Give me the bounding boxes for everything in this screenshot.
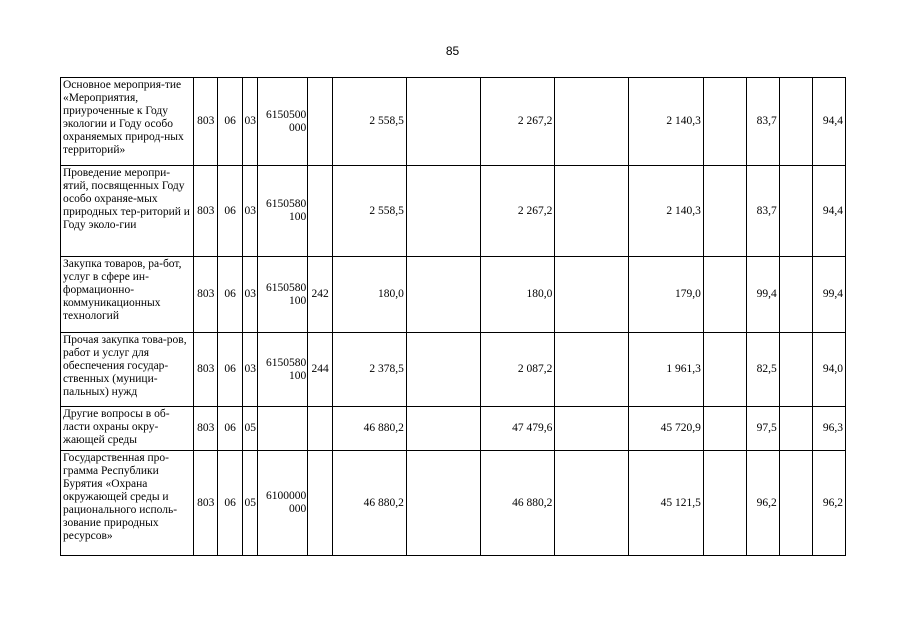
- vr-code: [308, 451, 333, 556]
- value-plan: 2 378,5: [333, 333, 407, 407]
- value-refined: 47 479,6: [480, 407, 555, 451]
- csr-code: [258, 407, 308, 451]
- csr-code: 6150580 100: [258, 166, 308, 257]
- table-row: [61, 451, 846, 556]
- value-plan: 2 558,5: [333, 166, 407, 257]
- csr-code: 6150500 000: [258, 78, 308, 166]
- table-row: [61, 166, 846, 257]
- budget-table: [60, 77, 846, 556]
- ved-code: 803: [194, 78, 218, 166]
- rz-code: 06: [218, 407, 243, 451]
- percent-plan: 99,4: [747, 257, 780, 333]
- value-refined: 2 267,2: [480, 78, 555, 166]
- vr-code: [308, 166, 333, 257]
- csr-code: 6100000 000: [258, 451, 308, 556]
- pr-code: 03: [243, 257, 258, 333]
- row-name: Проведение меропри-ятий, посвященных Году особо охраняе-мых природных тер-риторий и Году эколо-гии: [61, 166, 194, 257]
- table-row: [61, 407, 846, 451]
- row-name: Другие вопросы в об-ласти охраны окру-жающей среды: [61, 407, 194, 451]
- csr-code: 6150580 100: [258, 333, 308, 407]
- rz-code: 06: [218, 166, 243, 257]
- value-actual: 45 121,5: [629, 451, 704, 556]
- page-number: 85: [445, 44, 460, 58]
- percent-refined: 99,4: [813, 257, 846, 333]
- percent-plan: 82,5: [747, 333, 780, 407]
- percent-refined: 96,3: [813, 407, 846, 451]
- rz-code: 06: [218, 257, 243, 333]
- value-actual: 179,0: [629, 257, 704, 333]
- value-plan: 46 880,2: [333, 451, 407, 556]
- row-name: Государственная про-грамма Республики Бурятия «Охрана окружающей среды и рационального исполь-зование природных ресурсов»: [61, 451, 194, 556]
- ved-code: 803: [194, 166, 218, 257]
- percent-refined: 94,4: [813, 78, 846, 166]
- row-name: Основное мероприя-тие «Мероприятия, приуроченные к Году экологии и Году особо охраняемых природ-ных территорий»: [61, 78, 194, 166]
- value-refined: 2 087,2: [480, 333, 555, 407]
- rz-code: 06: [218, 78, 243, 166]
- percent-refined: 94,4: [813, 166, 846, 257]
- row-name: Закупка товаров, ра-бот, услуг в сфере ин-формационно-коммуникационных технологий: [61, 257, 194, 333]
- ved-code: 803: [194, 451, 218, 556]
- value-plan: 2 558,5: [333, 78, 407, 166]
- row-name: Прочая закупка това-ров, работ и услуг для обеспечения государ-ственных (муници-пальных) нужд: [61, 333, 194, 407]
- value-refined: 180,0: [480, 257, 555, 333]
- value-refined: 2 267,2: [480, 166, 555, 257]
- value-actual: 2 140,3: [629, 78, 704, 166]
- vr-code: 242: [308, 257, 333, 333]
- pr-code: 03: [243, 78, 258, 166]
- vr-code: [308, 78, 333, 166]
- table-row: [61, 78, 846, 166]
- rz-code: 06: [218, 333, 243, 407]
- percent-refined: 96,2: [813, 451, 846, 556]
- ved-code: 803: [194, 257, 218, 333]
- table-row: [61, 257, 846, 333]
- value-plan: 46 880,2: [333, 407, 407, 451]
- ved-code: 803: [194, 333, 218, 407]
- value-actual: 45 720,9: [629, 407, 704, 451]
- percent-plan: 83,7: [747, 166, 780, 257]
- pr-code: 03: [243, 166, 258, 257]
- percent-plan: 96,2: [747, 451, 780, 556]
- ved-code: 803: [194, 407, 218, 451]
- value-refined: 46 880,2: [480, 451, 555, 556]
- pr-code: 05: [243, 451, 258, 556]
- value-actual: 1 961,3: [629, 333, 704, 407]
- pr-code: 05: [243, 407, 258, 451]
- rz-code: 06: [218, 451, 243, 556]
- value-actual: 2 140,3: [629, 166, 704, 257]
- vr-code: [308, 407, 333, 451]
- percent-plan: 97,5: [747, 407, 780, 451]
- table-row: [61, 333, 846, 407]
- percent-plan: 83,7: [747, 78, 780, 166]
- pr-code: 03: [243, 333, 258, 407]
- vr-code: 244: [308, 333, 333, 407]
- percent-refined: 94,0: [813, 333, 846, 407]
- csr-code: 6150580 100: [258, 257, 308, 333]
- value-plan: 180,0: [333, 257, 407, 333]
